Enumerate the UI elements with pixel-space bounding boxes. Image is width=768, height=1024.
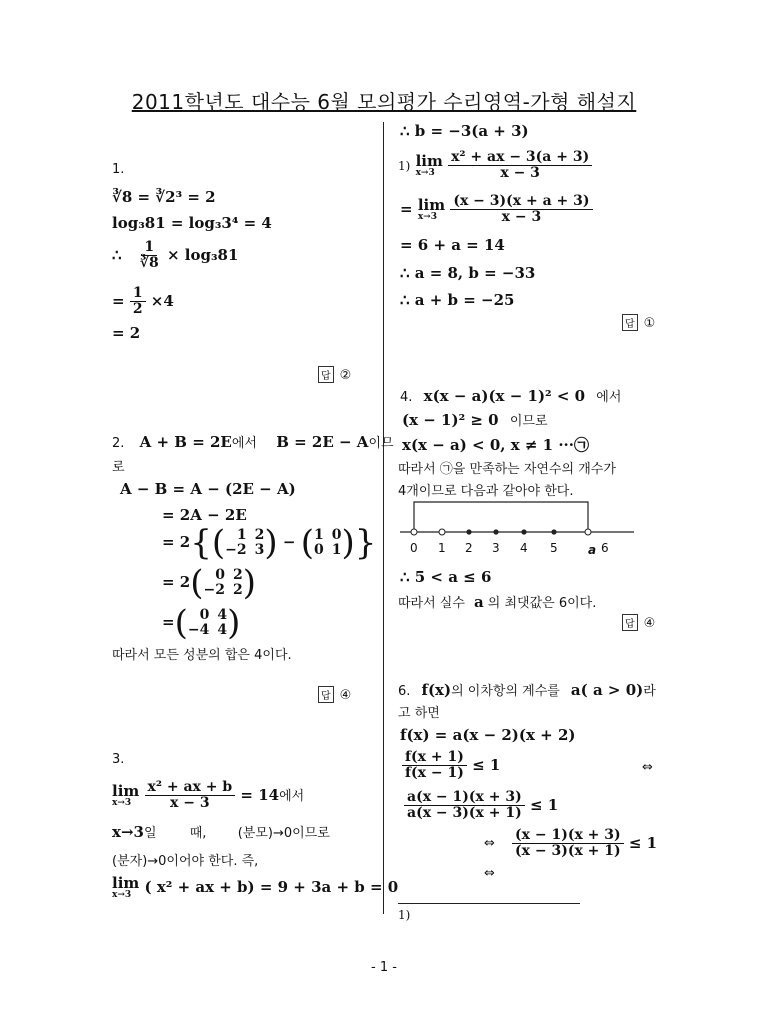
tick-1: 1: [438, 541, 446, 555]
open-point-1: [439, 529, 445, 535]
footnote-divider: [398, 903, 580, 904]
q6-r2-den: a(x − 3)(x + 1): [407, 805, 522, 822]
q6-le-1: ≤ 1: [472, 755, 501, 774]
q3-eq-text: 에서: [279, 788, 305, 804]
q4-line6: ∴ 5 < a ≤ 6: [400, 568, 492, 586]
q1-line3: [112, 240, 238, 272]
q4-ineq: x(x − a)(x − 1)² < 0: [423, 387, 586, 405]
q4-answer: [622, 614, 655, 631]
tick-5: 5: [550, 541, 558, 555]
open-point-0: [411, 529, 417, 535]
q3-eq: = 14: [240, 785, 280, 804]
q2-line4-pre: = 2: [162, 533, 191, 551]
q3-cond1d: (분모)→0이므로: [237, 826, 330, 841]
c2-row5: ∴ a + b = −25: [400, 291, 515, 309]
q6-row2: [404, 790, 558, 822]
q3-cond1c: 때,: [189, 826, 207, 841]
page-number: - 1 -: [371, 960, 397, 975]
q3-cond2: (분자)→0이어야 한다. 즉,: [112, 854, 259, 869]
c2-answer: [622, 314, 655, 331]
c2-r1-num: x² + ax − 3(a + 3): [448, 150, 592, 166]
q6-line1: [398, 680, 656, 699]
lim-sub-3: x→3: [415, 167, 435, 178]
c2-r2-den: x − 3: [501, 209, 542, 226]
page-title: 2011학년도 대수능 6월 모의평가 수리영역-가형 해설지: [131, 90, 637, 114]
q2-text2: 이므: [368, 436, 394, 451]
q1-line4: [112, 286, 174, 318]
q2-line6: = ( 0 4 −4 4 ): [162, 603, 241, 643]
q6-fx: f(x): [421, 681, 452, 699]
iff-3: ⇔: [484, 866, 495, 881]
point-4: [521, 529, 526, 534]
footnote: 1): [398, 908, 411, 922]
matrix-4: 0 4 −4 4: [187, 606, 228, 638]
q2-answer: [318, 686, 351, 703]
q6-r2-num: a(x − 1)(x + 3): [404, 790, 525, 806]
q4-line3: x(x − a) < 0, x ≠ 1 ···㉠: [402, 436, 589, 454]
q2-line3: = 2A − 2E: [162, 506, 247, 524]
lim-sub-4: x→3: [417, 211, 437, 222]
lim-sub: x→3: [112, 797, 132, 808]
q3-num: x² + ax + b: [145, 780, 236, 796]
answer-box: 답: [622, 314, 638, 331]
q6-r3-den: (x − 3)(x + 1): [515, 843, 621, 860]
q3-den: x − 3: [170, 795, 210, 812]
c2-r1-den: x − 3: [500, 165, 540, 182]
q2-eq2: B = 2E − A: [276, 433, 369, 451]
number-line: [398, 496, 638, 560]
q6-line3: f(x) = a(x − 2)(x + 2): [400, 726, 576, 744]
q3-cond1a: x→3: [112, 823, 144, 841]
q4-line7c: 의 최댓값은 6이다.: [487, 596, 597, 611]
iff-1: ⇔: [642, 760, 653, 775]
q3-cond1: [112, 822, 330, 841]
interval-bracket: [414, 502, 588, 532]
tick-4: 4: [520, 541, 528, 555]
q1-half-num: 1: [130, 286, 146, 302]
q4-line5: 4개이므로 다음과 같아야 한다.: [398, 484, 574, 499]
c2-answer-value: ①: [643, 316, 656, 331]
lim-symbol-2: lim: [112, 874, 140, 892]
q6-text1: 의 이차항의 계수를: [451, 684, 560, 699]
point-2: [466, 529, 471, 534]
tick-3: 3: [492, 541, 500, 555]
lim-sub-2: x→3: [112, 890, 132, 900]
q2-line1: [112, 432, 394, 451]
q1-frac-num: 1: [141, 240, 157, 256]
tick-0: 0: [410, 541, 418, 555]
iff-2: ⇔: [484, 836, 495, 851]
q2-line5: = 2 ( 0 2 −2 2 ): [162, 563, 256, 603]
answer-box: 답: [622, 614, 638, 631]
q3-line1: [112, 780, 304, 812]
q2-number: 2.: [112, 436, 125, 451]
q2-line2: A − B = A − (2E − A): [120, 480, 296, 498]
q6-row1: [402, 750, 500, 782]
q1-line1: ∛8 = ∛2³ = 2: [112, 188, 216, 206]
c2-row4: ∴ a = 8, b = −33: [400, 264, 536, 282]
q6-le-2: ≤ 1: [529, 795, 559, 814]
q6-a-cond: a( a > 0): [570, 681, 644, 699]
lim-symbol-4: lim: [417, 195, 446, 214]
therefore-symbol: ∴: [112, 245, 122, 264]
q4-number: 4.: [400, 390, 413, 405]
q6-r3-num: (x − 1)(x + 3): [512, 828, 624, 844]
q6-r1-num: f(x + 1): [402, 750, 467, 766]
footnote-mark: 1): [398, 158, 411, 173]
open-point-a: [585, 529, 591, 535]
tick-a: a: [588, 543, 597, 557]
q4-line2-math: (x − 1)² ≥ 0: [402, 411, 499, 429]
q3-cond1b: 일: [143, 826, 157, 841]
q3-number: 3.: [112, 752, 125, 767]
q1-number: 1.: [112, 162, 125, 177]
tick-6: 6: [601, 541, 609, 555]
q2-eq1: A + B = 2E: [139, 433, 232, 451]
q1-answer-value: ②: [339, 368, 352, 383]
q6-number: 6.: [398, 684, 411, 699]
c2-row2: [400, 194, 593, 226]
point-3: [493, 529, 498, 534]
q6-r1-den: f(x − 1): [405, 765, 464, 782]
answer-box: 답: [318, 366, 334, 383]
q6-row3: [512, 828, 657, 860]
q1-half-den: 2: [132, 301, 143, 318]
q2-minus: −: [282, 533, 296, 551]
q1-line4-eq: =: [112, 291, 125, 310]
q4-line4: 따라서 ㉠을 만족하는 자연수의 개수가: [398, 462, 616, 477]
q4-line7b: a: [474, 593, 484, 611]
c2-r2-num: (x − 3)(x + a + 3): [450, 194, 592, 210]
q2-answer-value: ④: [339, 688, 352, 703]
q1-line3-post: × log₃81: [166, 245, 239, 264]
q2-text1: 에서: [231, 436, 257, 451]
q2-line6-pre: =: [162, 613, 175, 631]
identity-matrix: 1 0 0 1: [313, 526, 342, 558]
q6-le-3: ≤ 1: [628, 833, 658, 852]
matrix-1: 1 2 −2 3: [225, 526, 265, 558]
q4-ineq-text: 에서: [596, 390, 622, 405]
c2-top: ∴ b = −3(a + 3): [400, 122, 529, 140]
c2-row3: = 6 + a = 14: [400, 236, 505, 254]
q2-line5-pre: = 2: [162, 573, 191, 591]
q4-line2-text: 이므로: [509, 414, 548, 429]
answer-box: 답: [318, 686, 334, 703]
q1-line5: = 2: [112, 324, 141, 342]
q1-frac-den: ∛8: [139, 255, 159, 272]
q6-text2: 라: [643, 684, 656, 699]
c2-r2-pre: =: [400, 199, 413, 218]
q2-conclusion: 따라서 모든 성분의 합은 4이다.: [112, 648, 292, 663]
lim-symbol-3: lim: [415, 151, 443, 170]
q2-line4: = 2 { ( 1 2 −2 3 ) − ( 1 0 0 1 ) }: [162, 523, 377, 563]
q6-line2: 고 하면: [398, 706, 440, 721]
q4-line7a: 따라서 실수: [398, 596, 465, 611]
q3-last-expr: ( x² + ax + b) = 9 + 3a + b = 0: [144, 878, 399, 896]
q1-line4-post: ×4: [150, 291, 174, 310]
q1-answer: [318, 366, 351, 383]
q4-line2: [402, 410, 548, 429]
q4-line7: [398, 592, 596, 611]
point-5: [551, 529, 556, 534]
q2-line1-cont: 로: [112, 460, 125, 475]
q1-line2: log₃81 = log₃3⁴ = 4: [112, 214, 272, 232]
q3-last: [112, 876, 398, 900]
c2-row1: [398, 150, 592, 182]
q4-answer-value: ④: [643, 616, 656, 631]
tick-2: 2: [465, 541, 473, 555]
q4-line1: [400, 386, 621, 405]
matrix-3: 0 2 −2 2: [203, 566, 243, 598]
lim-symbol: lim: [112, 781, 140, 800]
column-divider: [383, 122, 384, 914]
